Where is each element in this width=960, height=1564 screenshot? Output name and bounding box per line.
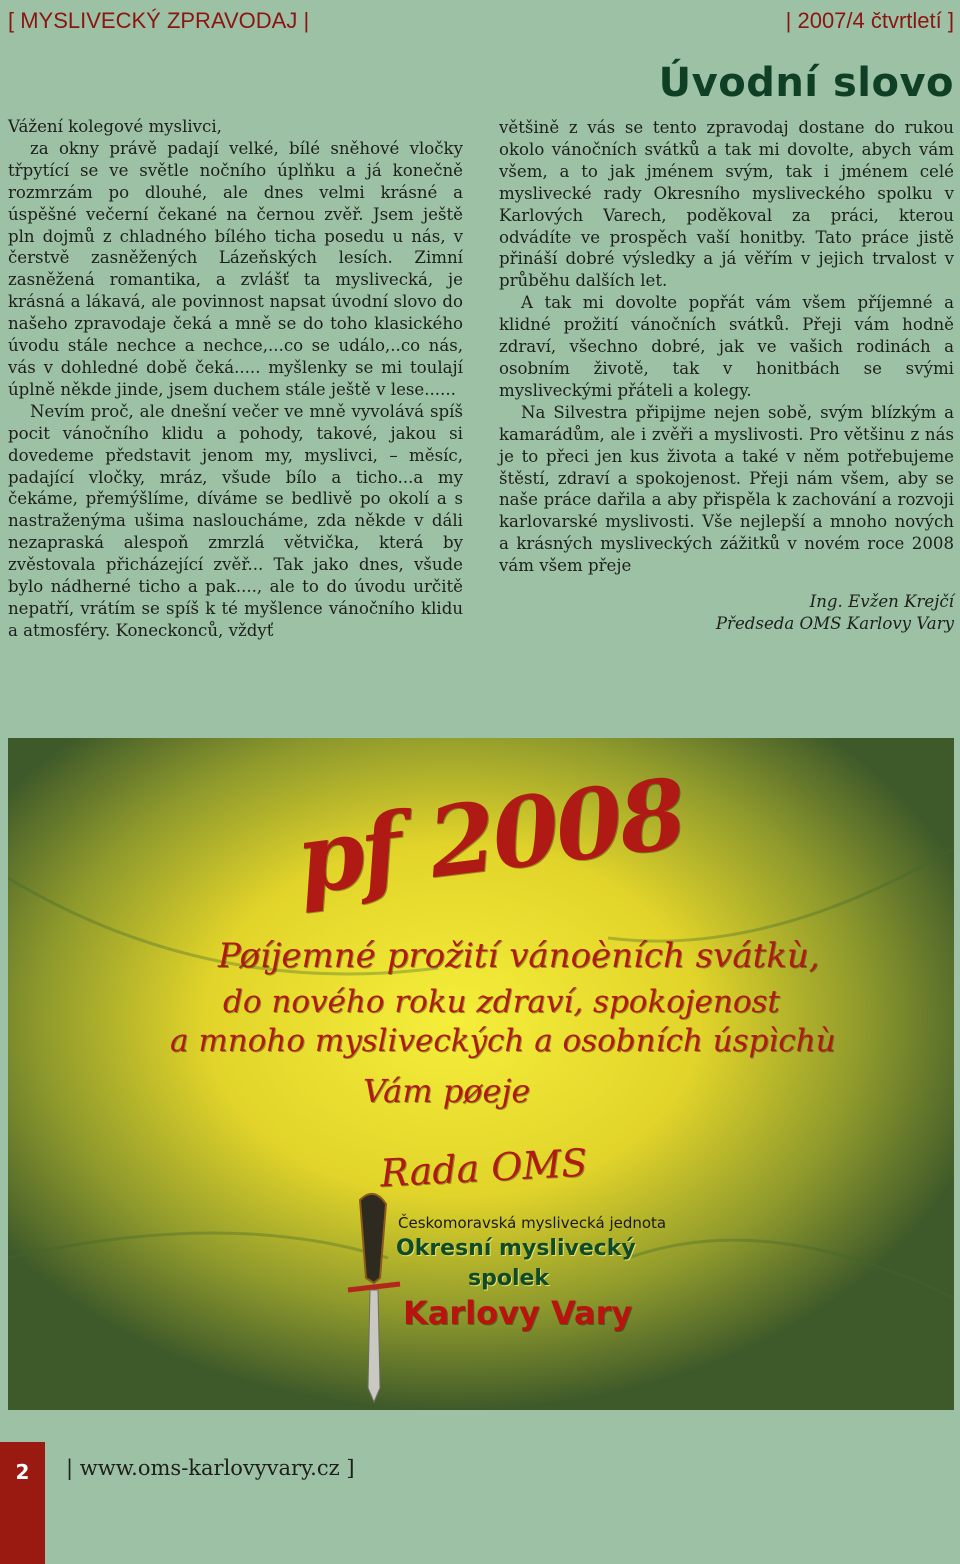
- greeting-line: do nového roku zdraví, spokojenost: [223, 984, 780, 1020]
- greeting-line: Vám pøeje: [363, 1072, 531, 1110]
- magazine-name: [ MYSLIVECKÝ ZPRAVODAJ |: [8, 8, 310, 33]
- paragraph: A tak mi dovolte popřát vám všem příjemné a klidné prožití vánočních svátků. Přeji vám hodně zdraví, všechno dobré, jak ve vašich rodinách a osobním životě, tak v honitbách se svými mysliveckými přáteli a kolegy.: [499, 293, 954, 400]
- org-name: Českomoravská myslivecká jednota: [398, 1214, 667, 1232]
- org-name: Okresní myslivecký: [396, 1236, 636, 1261]
- rada-oms-signature: Rada OMS: [378, 1140, 589, 1196]
- pf-2008-greeting-card: [8, 738, 954, 1410]
- pf-2008-heading: pf 2008: [290, 756, 690, 917]
- page-title: Úvodní slovo: [658, 60, 954, 106]
- paragraph: za okny právě padají velké, bílé sněhové vločky třpytící se ve světle nočního úplňku a já konečně rozmrzám po dlouhé, ale dnes velmi krásné a úspěšné večerní čekané na černou zvěř. Jsem ještě pln dojmů z chladného bílého ticha posedu u nás, v čerstvě zasněžených Lázeňských lesích. Zimní zasněžená romantika, a zvlášť ta myslivecká, je krásná a lákavá, ale povinnost napsat úvodní slovo do našeho zpravodaje čeká a mně se do toho klasického úvodu stále nechce a nechce,...co se událo,..co nás, vás v dohledné době čeká..... myšlenky se mi toulají úplně někde jinde, jsem duchem stále ještě v lese......: [8, 138, 463, 399]
- signature-name: Ing. Evžen Krejčí: [809, 592, 954, 612]
- salutation: Vážení kolegové myslivci,: [8, 117, 222, 136]
- paragraph: Na Silvestra připijme nejen sobě, svým blízkým a kamarádům, ale i zvěři a myslivosti. Pro většinu z nás je to přeci jen kus života a také v něm potřebujeme štěstí, zdraví a spokojenost. Přeji nám všem, aby se naše práce dařila a aby přispěla k zachování a rozvoji karlovarské myslivosti. Vše nejlepší a mnoho nových a krásných mysliveckých zážitků v novém roce 2008 vám všem přeje: [499, 402, 954, 576]
- org-name: spolek: [468, 1266, 550, 1291]
- paragraph: Nevím proč, ale dnešní večer ve mně vyvolává spíš pocit vánočního klidu a pohody, takové, jakou si dovedeme představit jenom my, myslivci, – měsíc, padající vločky, mráz, všude bílo a ticho...a my čekáme, přemýšlíme, díváme se bedlivě po okolí a s nastraženýma ušima nasloucháme, zda někde v dáli nezapraská alespoň zmrzlá větvička, která by zvěstovala přicházející zvěř... Tak jako dnes, všude bylo nádherné ticho a pak...., ale to do úvodu určitě nepatří, vrátím se spíš k té myšlence vánočního klidu a atmosféry. Koneckonců, vždyť: [8, 401, 463, 640]
- left-column: [8, 116, 463, 642]
- greeting-line: Pøíjemné prožití vánoèních svátkù,: [218, 936, 820, 976]
- page-number-box: [0, 1442, 45, 1564]
- paragraph: většině z vás se tento zpravodaj dostane do rukou okolo vánočních svátků a tak mi dovolte, abych vám všem, a to jak jménem svým, tak i jménem celé myslivecké rady Okresního mysliveckého spolku v Karlových Varech, poděkoval za práci, kterou odvádíte ve prospěch vaší honitby. Tato práce jistě přináší dobré výsledky a já věřím v jejich trvalost v průběhu dalších let.: [499, 118, 954, 291]
- website-link[interactable]: | www.oms-karlovyvary.cz ]: [66, 1456, 355, 1480]
- page-number: 2: [15, 1460, 30, 1484]
- signature-role: Předseda OMS Karlovy Vary: [715, 613, 954, 633]
- greeting-line: a mnoho mysliveckých a osobních úspìchù: [170, 1023, 836, 1059]
- signature: [499, 591, 954, 635]
- right-column: [499, 117, 954, 635]
- issue-label: | 2007/4 čtvrtletí ]: [785, 8, 954, 33]
- org-city: Karlovy Vary: [403, 1294, 633, 1332]
